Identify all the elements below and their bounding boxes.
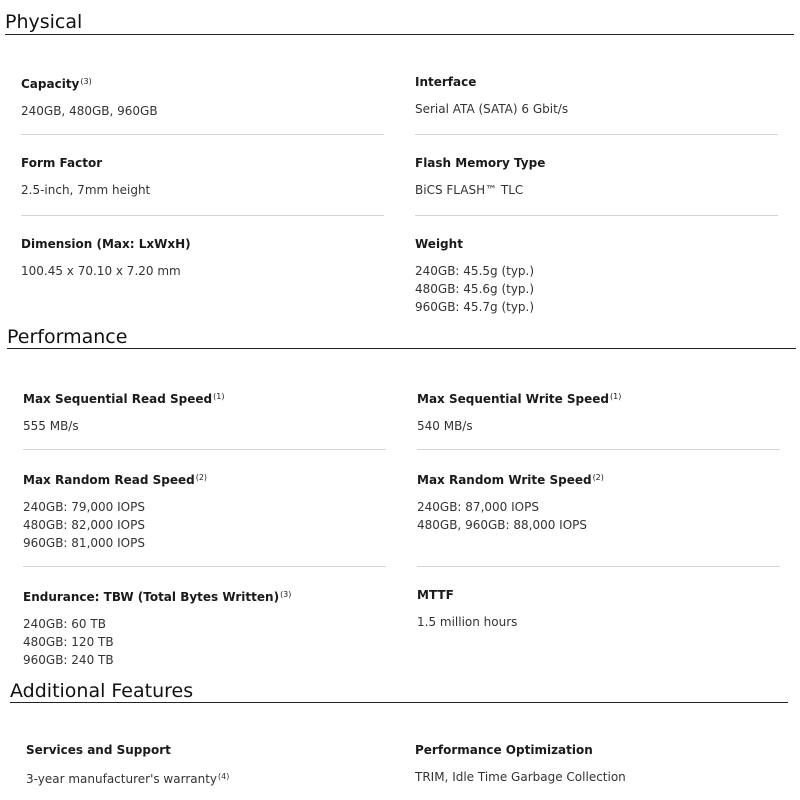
spec-performance-optimization	[415, 743, 778, 786]
item-divider	[417, 449, 780, 450]
spec-value: BiCS FLASH™ TLC	[415, 183, 524, 197]
spec-value: 240GB: 87,000 IOPS 480GB, 960GB: 88,000 IOPS	[417, 500, 587, 532]
spec-label: Max Sequential Read Speed$^{(1)}$	[23, 392, 225, 406]
item-divider	[417, 566, 780, 567]
item-divider	[21, 134, 384, 135]
spec-label: Flash Memory Type	[415, 156, 546, 170]
spec-label: Dimension (Max: LxWxH)	[21, 237, 191, 251]
spec-mttf	[417, 588, 780, 631]
spec-flash-memory-type	[415, 156, 778, 199]
spec-label: Weight	[415, 237, 463, 251]
footnote-marker: (1)	[610, 392, 622, 401]
spec-capacity	[21, 75, 384, 120]
spec-services-support	[26, 743, 389, 788]
spec-value: 240GB, 480GB, 960GB	[21, 104, 158, 118]
spec-value: 240GB: 60 TB 480GB: 120 TB 960GB: 240 TB	[23, 617, 114, 667]
section-divider	[10, 702, 788, 703]
spec-max-seq-read	[23, 390, 386, 435]
spec-value: 2.5-inch, 7mm height	[21, 183, 151, 197]
footnote-marker: (2)	[592, 473, 604, 482]
spec-label: Max Random Read Speed$^{(2)}$	[23, 473, 208, 487]
spec-form-factor	[21, 156, 384, 199]
spec-label: Capacity$^{(3)}$	[21, 77, 92, 91]
footnote-marker: (2)	[195, 473, 208, 482]
footnote-marker: (3)	[280, 590, 292, 599]
spec-value: 1.5 million hours	[417, 615, 518, 629]
spec-endurance	[23, 588, 386, 669]
spec-label: Max Sequential Write Speed$^{(1)}$	[417, 392, 622, 406]
spec-value: Serial ATA (SATA) 6 Gbit/s	[415, 102, 569, 116]
section-title-physical: Physical	[5, 11, 83, 33]
spec-value: TRIM, Idle Time Garbage Collection	[415, 770, 626, 784]
spec-label: Max Random Write Speed$^{(2)}$	[417, 473, 604, 487]
spec-value: 540 MB/s	[417, 419, 473, 433]
item-divider	[21, 215, 384, 216]
spec-weight	[415, 237, 778, 316]
spec-label: Performance Optimization	[415, 743, 593, 757]
section-divider	[7, 348, 796, 349]
item-divider	[415, 215, 778, 216]
spec-max-random-write	[417, 471, 780, 534]
spec-label: Endurance: TBW (Total Bytes Written)$^{(3)}$	[23, 590, 292, 604]
item-divider	[23, 566, 386, 567]
spec-label: Interface	[415, 75, 477, 89]
spec-value: 240GB: 79,000 IOPS 480GB: 82,000 IOPS 960GB: 81,000 IOPS	[23, 500, 145, 550]
item-divider	[415, 134, 778, 135]
spec-value: 100.45 x 70.10 x 7.20 mm	[21, 264, 181, 278]
spec-interface	[415, 75, 778, 118]
footnote-marker: (3)	[80, 77, 92, 86]
spec-value: 3-year manufacturer's warranty$^{(4)}$	[26, 772, 230, 786]
spec-dimension	[21, 237, 384, 280]
item-divider	[23, 449, 386, 450]
spec-value: 240GB: 45.5g (typ.) 480GB: 45.6g (typ.) 960GB: 45.7g (typ.)	[415, 264, 535, 314]
spec-label: Form Factor	[21, 156, 103, 170]
spec-label: MTTF	[417, 588, 454, 602]
section-title-performance: Performance	[7, 326, 128, 348]
spec-max-seq-write	[417, 390, 780, 435]
section-divider	[5, 34, 794, 35]
spec-label: Services and Support	[26, 743, 171, 757]
section-title-additional-features: Additional Features	[10, 680, 194, 702]
footnote-marker: (4)	[218, 772, 230, 781]
footnote-marker: (1)	[213, 392, 225, 401]
spec-max-random-read	[23, 471, 386, 552]
spec-value: 555 MB/s	[23, 419, 79, 433]
